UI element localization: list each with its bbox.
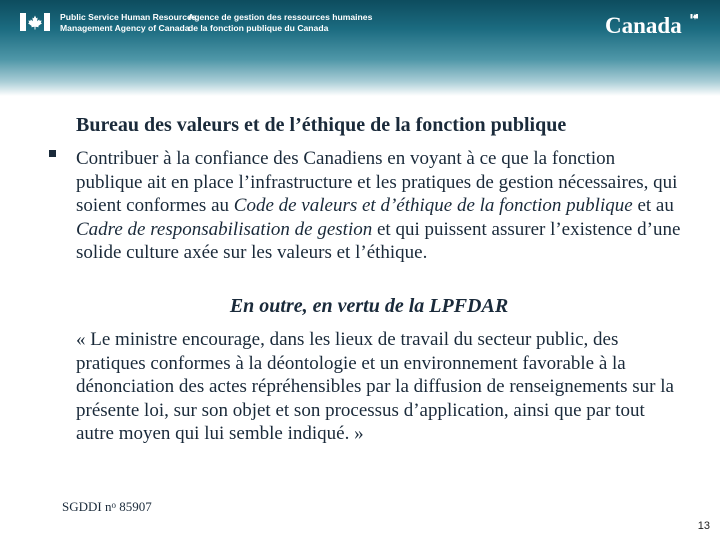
- header-banner: [0, 0, 720, 96]
- canada-wordmark: [604, 12, 698, 36]
- canada-wordmark-text: Canada: [605, 13, 682, 36]
- agency-name-french-line-2: de la fonction publique du Canada: [188, 22, 329, 33]
- agency-name-french-line-1: Agence de gestion des ressources humaines: [188, 12, 373, 22]
- slide-title: Bureau des valeurs et de l’éthique de la fonction publique: [76, 114, 567, 136]
- bullet-paragraph: [76, 147, 681, 265]
- bullet-text-1: Contribuer à la confiance des Canadiens en voyant à ce que la fonction publique ait en place l’infrastructure et les pratiques de gestion nécessaires, qui soient conformes au: [76, 148, 678, 216]
- reference-number: 85907: [115, 499, 152, 514]
- agency-name-english: [60, 12, 197, 33]
- bullet-text-3: et qui puissent assurer l’existence d’une solide culture axée sur les valeurs et l’éthique.: [76, 218, 681, 263]
- quote-paragraph: « Le ministre encourage, dans les lieux de travail du secteur public, des pratiques conformes à la déontologie et un environnement favorable à la dénonciation des actes répréhensibles par la diffusion de renseignements sur la présente loi, sur son objet et son processus d’application, ainsi que par tout autre moyen qui lui semble indiqué. »: [76, 329, 674, 444]
- document-reference: [62, 497, 152, 515]
- reference-prefix: SGDDI n: [62, 499, 112, 514]
- agency-name-english-line-2: Management Agency of Canada: [60, 22, 190, 33]
- bullet-text-2: et au: [632, 195, 674, 216]
- bullet-italic-code-title: Code de valeurs et d’éthique de la fonction publique: [233, 195, 633, 216]
- canada-flag-icon: [20, 13, 50, 31]
- subheading: En outre, en vertu de la LPFDAR: [229, 295, 509, 317]
- page-number: 13: [697, 520, 710, 532]
- bullet-square-icon: [49, 150, 56, 157]
- agency-name-english-line-1: Public Service Human Resources: [60, 12, 197, 22]
- agency-name-french: [188, 12, 372, 33]
- reference-superscript: o: [111, 500, 116, 510]
- bullet-italic-framework-title: Cadre de responsabilisation de gestion: [76, 218, 373, 240]
